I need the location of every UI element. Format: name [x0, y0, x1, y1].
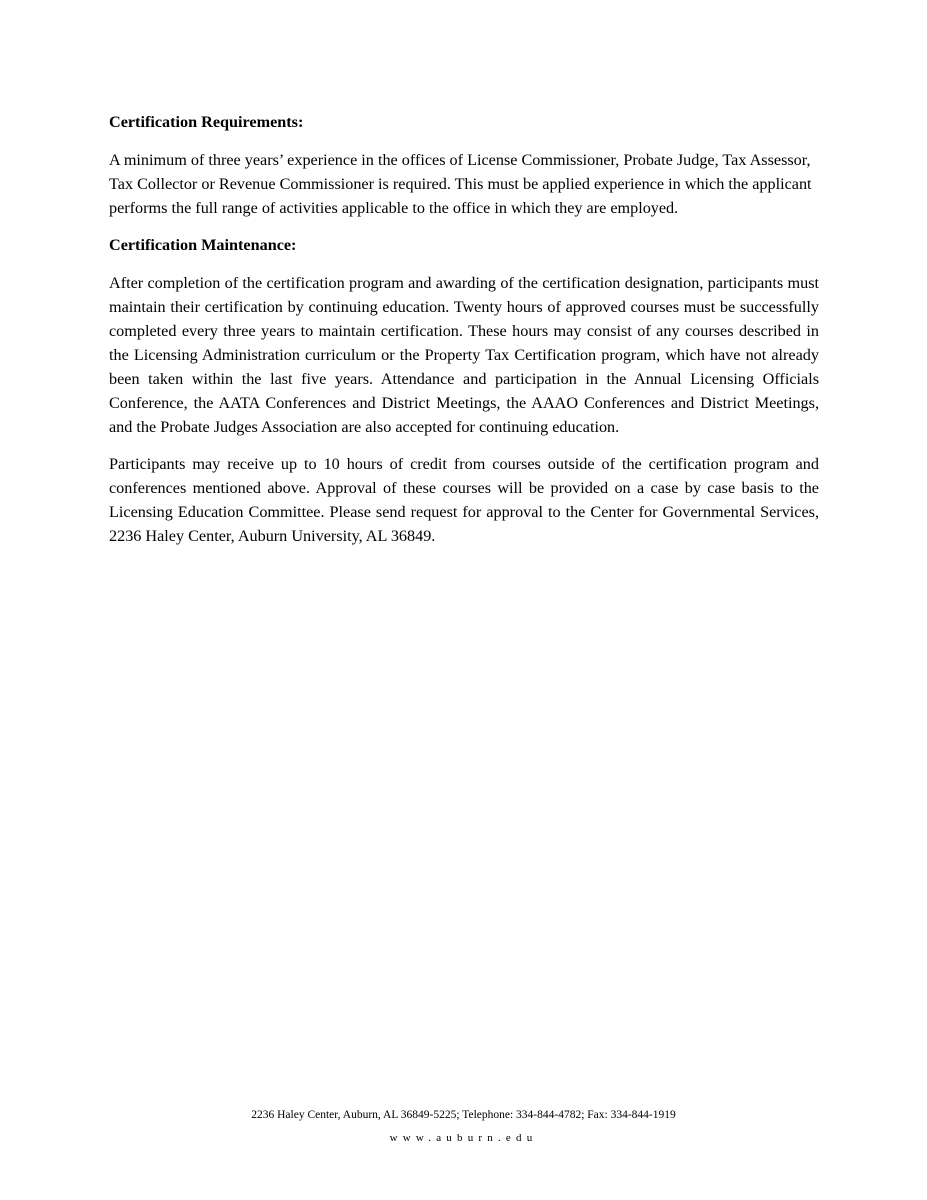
- spacer: [109, 257, 819, 271]
- certification-maintenance-paragraph-2: Participants may receive up to 10 hours of credit from courses outside of the certification program and conferences mentioned above. Approval of these courses will be provided on a case by case basis to the Licensing Education Committee. Please send request for approval to the Center for Governmental Services, 2236 Haley Center, Auburn University, AL 36849.: [109, 455, 819, 545]
- footer-website: www.auburn.edu: [389, 1132, 538, 1144]
- spacer: [109, 220, 819, 233]
- certification-requirements-paragraph: A minimum of three years’ experience in the offices of License Commissioner, Probate Judge, Tax Assessor, Tax Collector or Revenue Commissioner is required. This must be applied experience in which the applicant performs the full range of activities applicable to the office in which they are employed.: [109, 151, 812, 217]
- spacer: [109, 439, 819, 452]
- certification-maintenance-paragraph-1: After completion of the certification program and awarding of the certification designation, participants must maintain their certification by continuing education. Twenty hours of approved courses must be successfully completed every three years to maintain certification. These hours may consist of any courses described in the Licensing Administration curriculum or the Property Tax Certification program, which have not already been taken within the last five years. Attendance and participation in the Annual Licensing Officials Conference, the AATA Conferences and District Meetings, the AAAO Conferences and District Meetings, and the Probate Judges Association are also accepted for continuing education.: [109, 274, 819, 436]
- spacer: [109, 134, 819, 148]
- certification-requirements-heading: Certification Requirements:: [109, 113, 304, 131]
- certification-maintenance-heading: Certification Maintenance:: [109, 236, 297, 254]
- footer-address: 2236 Haley Center, Auburn, AL 36849-5225; Telephone: 334-844-4782; Fax: 334-844-1919: [251, 1109, 676, 1121]
- document-body: [109, 110, 819, 548]
